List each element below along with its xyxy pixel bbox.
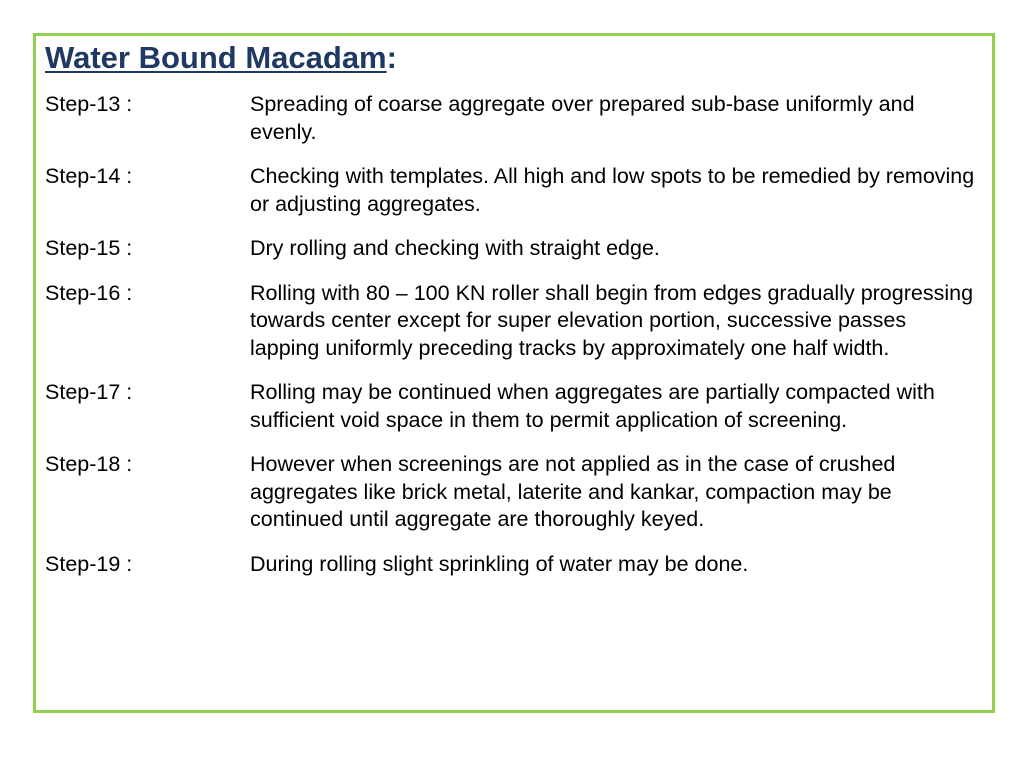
step-label: Step-18 : (45, 452, 133, 476)
step-description: Checking with templates. All high and low spots to be remedied by removing or adjusting aggregates. (250, 164, 975, 216)
step-list (45, 91, 980, 595)
slide-title-colon: : (386, 40, 397, 75)
step-description: However when screenings are not applied as in the case of crushed aggregates like brick metal, laterite and kankar, compaction may be continued until aggregate are thoroughly keyed. (250, 452, 896, 531)
step-description: Spreading of coarse aggregate over prepared sub-base uniformly and evenly. (250, 92, 915, 144)
step-item-16 (45, 280, 980, 363)
step-item-17 (45, 379, 980, 434)
step-description: During rolling slight sprinkling of water may be done. (250, 551, 749, 576)
step-label: Step-15 : (45, 236, 133, 260)
slide-title-text: Water Bound Macadam (45, 40, 387, 75)
step-description: Rolling may be continued when aggregates are partially compacted with sufficient void space in them to permit application of screening. (250, 380, 935, 432)
step-label: Step-13 : (45, 92, 133, 116)
step-description: Dry rolling and checking with straight edge. (250, 236, 660, 260)
step-description: Rolling with 80 – 100 KN roller shall begin from edges gradually progressing towards center except for super elevation portion, successive passes lapping uniformly preceding tracks by approximately one half width. (250, 280, 974, 360)
step-label: Step-17 : (45, 380, 133, 404)
step-item-18 (45, 451, 980, 534)
step-label: Step-16 : (45, 280, 133, 305)
step-item-13 (45, 91, 980, 146)
slide-title (45, 38, 397, 78)
step-label: Step-19 : (45, 551, 133, 576)
step-item-15 (45, 235, 980, 263)
step-item-19 (45, 551, 980, 579)
step-label: Step-14 : (45, 164, 133, 188)
step-item-14 (45, 163, 980, 218)
